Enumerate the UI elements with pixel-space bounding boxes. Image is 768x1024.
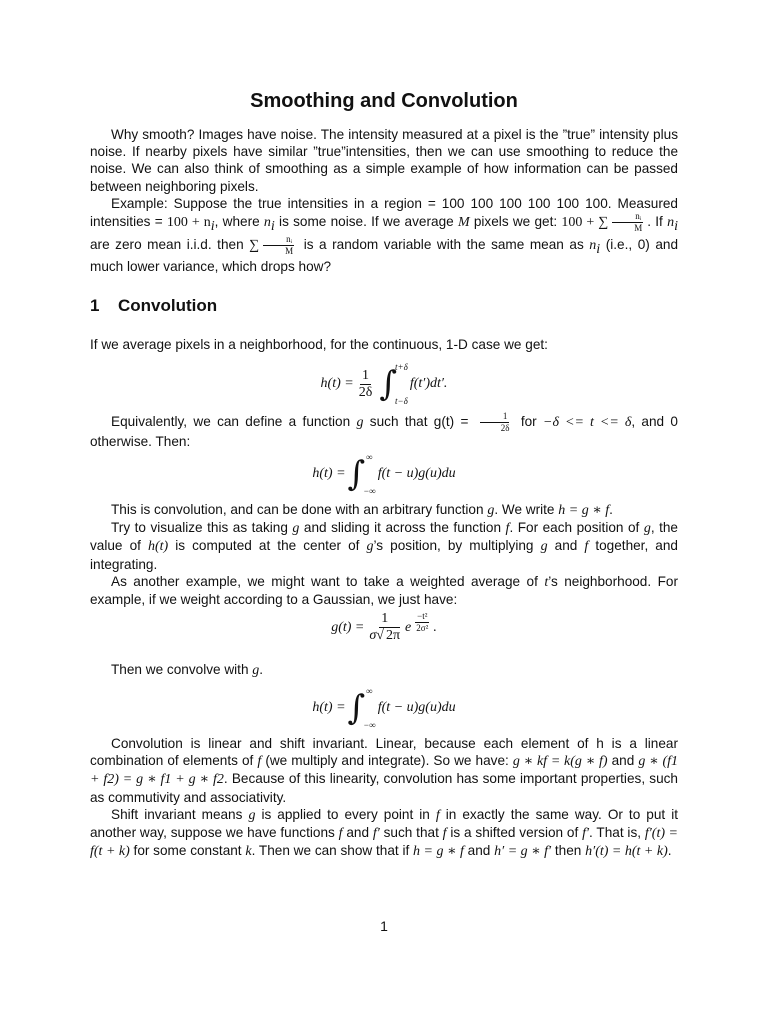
page-number: 1 xyxy=(380,918,388,934)
integral-sign: ∫ t+δ t−δ xyxy=(379,362,408,406)
s1-paragraph-5: As another example, we might want to take a weighted average of t’s neighborhood. For example, if we weight according to a Gaussian, we just have: xyxy=(90,573,678,608)
equation-gaussian-convolution: h(t) = ∫ ∞ −∞ f(t − u)g(u)du xyxy=(312,686,456,730)
equation-convolution: h(t) = ∫ ∞ −∞ f(t − u)g(u)du xyxy=(312,452,456,496)
intro-paragraph-1: Why smooth? Images have noise. The intensity measured at a pixel is the ”true” intensity plus noise. If nearby pixels have similar ”true”intensities, then we can use smoothing to reduce the noise. We can also think of smoothing as a simple example of how information can be passed between neighboring pixels. xyxy=(90,127,678,194)
fraction: $\frac{1}{\sigma√ 2\pi}$ xyxy=(369,611,401,643)
s1-paragraph-7: Convolution is linear and shift invariant. Linear, because each element of h is a linear combination of elements of f (we multiply and integrate). So we have: g ∗ kf = k(g ∗ f) and g ∗ (f1 + f2) = g ∗ f1 + g ∗ f2. Because of this linearity, convolution has some important properties, such as commutivity and associativity. xyxy=(90,736,678,805)
equation-gaussian: g(t) = $\frac{1}{\sigma√ 2\pi}$ e $\frac{\text{−t²}}{\text{2σ²}}$ . xyxy=(331,611,437,643)
fraction: $\frac{1}{2\delta}$ xyxy=(358,367,373,400)
section-heading xyxy=(90,296,217,316)
equation-average: h(t) = $\frac{1}{2\delta}$ ∫ t+δ t−δ f(t′)dt′. xyxy=(320,362,448,406)
s1-paragraph-2: Equivalently, we can define a function g such that g(t) = $\frac{1}{2\delta}$ for −δ <= t <= δ, and 0 otherwise. Then: xyxy=(90,411,678,449)
integral-sign: ∫ ∞ −∞ xyxy=(347,452,376,496)
fraction: $\frac{\text{nᵢ}}{M}$ xyxy=(611,212,644,233)
s1-paragraph-6: Then we convolve with g. xyxy=(111,662,264,678)
document-title: Smoothing and Convolution xyxy=(250,90,518,112)
s1-paragraphs-3-5 xyxy=(90,501,678,608)
s1-paragraph-8: Shift invariant means g is applied to every point in f in exactly the same way. Or to put it another way, suppose we have functions f and f′ such that f is a shifted version of f′. That is, f′(t) = f(t + k) for some constant k. Then we can show that if h = g ∗ f and h′ = g ∗ f′ then h′(t) = h(t + k). xyxy=(90,806,679,860)
intro-section xyxy=(90,126,678,275)
section-number: 1 xyxy=(90,296,100,315)
s1-paragraph-1: If we average pixels in a neighborhood, for the continuous, 1-D case we get: xyxy=(90,337,548,352)
fraction: $\frac{1}{2\delta}$ xyxy=(478,412,512,433)
integral-sign: ∫ ∞ −∞ xyxy=(347,686,376,730)
s1-paragraphs-7-8 xyxy=(90,735,678,860)
fraction: $\frac{\text{nᵢ}}{M}$ xyxy=(262,235,295,256)
s1-paragraph-3: This is convolution, and can be done with an arbitrary function g. We write h = g ∗ f. xyxy=(111,502,613,518)
intro-paragraph-2: Example: Suppose the true intensities in a region = 100 100 100 100 100 100. Measured intensities = $100 + n_i$, where $n_i$ is some noise. If we average M pixels we get: 100 + ∑ $\frac{\text{nᵢ}}{M}$ . If $n_i$ are zero mean i.i.d. then ∑ $\frac{\text{nᵢ}}{M}$ is a random variable with the same mean as $n_i$ (i.e., 0) and much lower variance, which drops how? xyxy=(90,195,679,275)
exponent-fraction: $\frac{\text{−t²}}{\text{2σ²}}$ xyxy=(416,611,429,633)
section-title: Convolution xyxy=(118,296,218,315)
s1-paragraph-4: Try to visualize this as taking g and sliding it across the function f. For each position of g, the value of h(t) is computed at the center of g’s position, by multiplying g and f together, and integrating. xyxy=(90,520,678,572)
